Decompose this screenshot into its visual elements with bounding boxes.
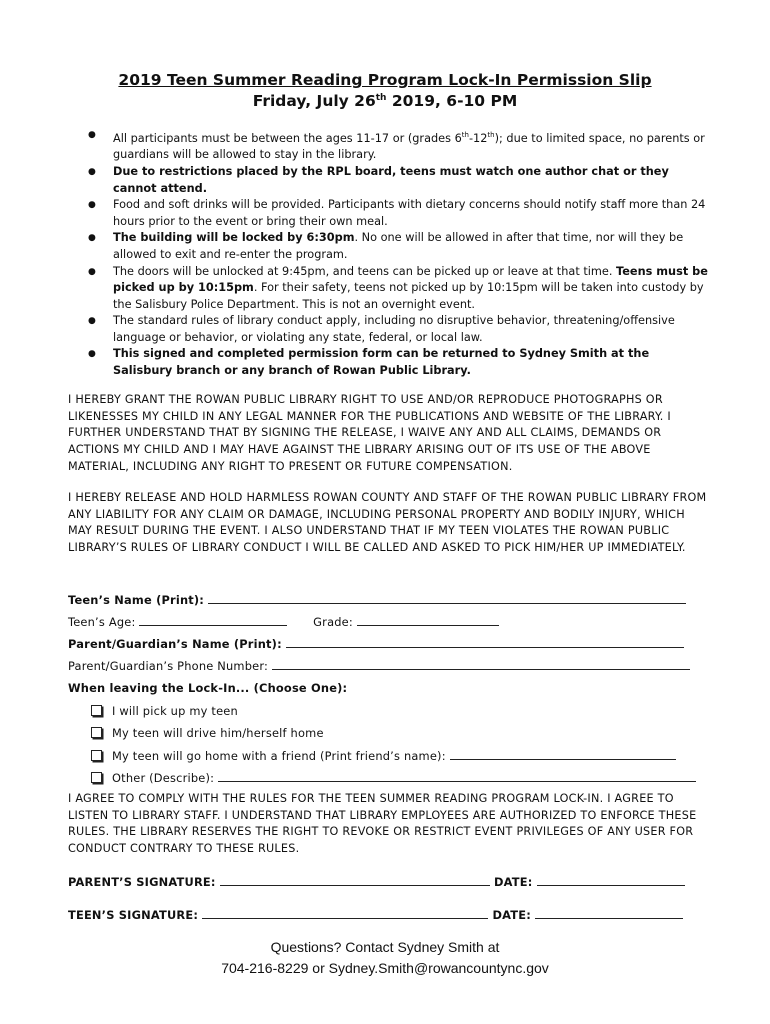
contact-line-1: Questions? Contact Sydney Smith at (270, 939, 500, 955)
other-describe-input-line[interactable] (218, 770, 696, 782)
event-date-suffix: th (375, 92, 387, 103)
rule-bold-text: Teens must be picked up by 10:15pm (113, 264, 708, 295)
option-label: Other (Describe): (112, 771, 215, 785)
parent-signature-line[interactable] (220, 874, 490, 886)
rule-bold-text: The building will be locked by 6:30pm (113, 231, 355, 245)
rule-item (88, 230, 708, 263)
friend-name-input-line[interactable] (450, 748, 676, 760)
teen-age-field (68, 614, 499, 629)
teen-signature-label: TEEN’S SIGNATURE: (68, 908, 199, 922)
parent-phone-label: Parent/Guardian’s Phone Number: (68, 659, 269, 673)
grade-label: Grade: (313, 615, 353, 629)
rule-text: This signed and completed permission form can be returned to Sydney Smith at the Salisbury branch or any branch of Rowan Public Library. (113, 347, 650, 378)
event-date-time: 2019, 6-10 PM (386, 92, 518, 110)
leaving-choice-heading: When leaving the Lock-In... (Choose One): (68, 681, 348, 695)
contact-line-2: 704-216-8229 or Sydney.Smith@rowancountync.gov (221, 960, 549, 976)
parent-phone-field (68, 658, 690, 673)
rule-text: . For their safety, teens not picked up by 10:15pm will be taken into custody by the Salisbury Police Department. This is not an overnight event. (113, 281, 704, 311)
checkbox-icon[interactable] (91, 705, 102, 716)
option-pick-up[interactable] (91, 704, 238, 718)
parent-date-line[interactable] (537, 874, 685, 886)
rule-item (88, 127, 708, 164)
rule-superscript: th (487, 131, 495, 139)
rule-item (88, 264, 708, 314)
parent-signature-label: PARENT’S SIGNATURE: (68, 875, 216, 889)
teen-age-label: Teen’s Age: (68, 615, 136, 629)
rule-item (88, 164, 708, 197)
liability-release-paragraph: I HEREBY RELEASE AND HOLD HARMLESS ROWAN COUNTY AND STAFF OF THE ROWAN PUBLIC LIBRARY FROM ANY LIABILITY FOR ANY CLAIM OR DAMAGE, INCLUDING PERSONAL PROPERTY AND BODILY INJURY, WHICH MAY RESULT DURING THE EVENT. I ALSO UNDERSTAND THAT IF MY TEEN VIOLATES THE ROWAN PUBLIC LIBRARY’S RULES OF LIBRARY CONDUCT I WILL BE CALLED AND ASKED TO PICK HIM/HER UP IMMEDIATELY. (68, 491, 707, 555)
rule-text: ); due to limited space, no parents or guardians will be allowed to stay in the library. (113, 131, 705, 162)
event-date-prefix: Friday, July 26 (252, 92, 376, 110)
teen-signature-line[interactable] (202, 907, 488, 919)
event-date-heading (0, 92, 770, 110)
rule-text: . No one will be allowed in after that time, nor will they be allowed to exit and re-enter the program. (113, 231, 684, 261)
option-drive-self[interactable] (91, 726, 324, 740)
checkbox-icon[interactable] (91, 772, 102, 783)
option-label: My teen will go home with a friend (Print friend’s name): (112, 749, 446, 763)
teen-date-label: DATE: (492, 908, 531, 922)
parent-name-label: Parent/Guardian’s Name (Print): (68, 637, 282, 651)
rule-superscript: th (461, 131, 469, 139)
option-label: I will pick up my teen (112, 704, 238, 718)
teen-name-field (68, 592, 686, 607)
teen-name-input-line[interactable] (208, 592, 686, 604)
parent-phone-input-line[interactable] (272, 658, 690, 670)
option-other[interactable] (91, 770, 696, 785)
rule-item (88, 313, 708, 346)
checkbox-icon[interactable] (91, 727, 102, 738)
grade-input-line[interactable] (357, 614, 499, 626)
checkbox-icon[interactable] (91, 750, 102, 761)
teen-date-line[interactable] (535, 907, 683, 919)
rule-text: Due to restrictions placed by the RPL board, teens must watch one author chat or they cannot attend. (113, 164, 669, 195)
rules-list (88, 127, 708, 380)
document-title: 2019 Teen Summer Reading Program Lock-In Permission Slip (118, 71, 652, 89)
option-label: My teen will drive him/herself home (112, 726, 324, 740)
rule-item (88, 197, 708, 230)
teen-age-input-line[interactable] (139, 614, 287, 626)
rule-item (88, 346, 708, 379)
parent-date-label: DATE: (494, 875, 533, 889)
photo-release-paragraph: I HEREBY GRANT THE ROWAN PUBLIC LIBRARY RIGHT TO USE AND/OR REPRODUCE PHOTOGRAPHS OR LIKENESSES MY CHILD IN ANY LEGAL MANNER FOR THE PUBLICATIONS AND WEBSITE OF THE LIBRARY. I FURTHER UNDERSTAND THAT BY SIGNING THE RELEASE, I WAIVE ANY AND ALL CLAIMS, DEMANDS OR ACTIONS MY CHILD AND I MAY HAVE AGAINST THE LIBRARY ARISING OUT OF ITS USE OF THE ABOVE MATERIAL, INCLUDING ANY RIGHT TO PRESENT OR FUTURE COMPENSATION. (68, 393, 671, 473)
agreement-paragraph: I AGREE TO COMPLY WITH THE RULES FOR THE TEEN SUMMER READING PROGRAM LOCK-IN. I AGREE TO LISTEN TO LIBRARY STAFF. I UNDERSTAND THAT LIBRARY EMPLOYEES ARE AUTHORIZED TO ENFORCE THESE RULES. THE LIBRARY RESERVES THE RIGHT TO REVOKE OR RESTRICT EVENT PRIVILEGES OF ANY USER FOR CONDUCT CONTRARY TO THESE RULES. (68, 792, 697, 856)
rule-text: The doors will be unlocked at 9:45pm, and teens can be picked up or leave at that time. (113, 264, 617, 278)
rule-text: The standard rules of library conduct apply, including no disruptive behavior, threatening/offensive language or behavior, or violating any state, federal, or local law. (113, 314, 675, 344)
option-friend[interactable] (91, 748, 676, 763)
rule-text: -12 (468, 131, 488, 145)
rule-text: Food and soft drinks will be provided. Participants with dietary concerns should notify staff more than 24 hours prior to the event or bring their own meal. (113, 198, 706, 228)
parent-signature-field (68, 874, 685, 889)
teen-name-label: Teen’s Name (Print): (68, 593, 205, 607)
teen-signature-field (68, 907, 683, 922)
rule-text: All participants must be between the ages 11-17 or (grades 6 (113, 131, 462, 145)
parent-name-input-line[interactable] (286, 636, 684, 648)
parent-name-field (68, 636, 684, 651)
